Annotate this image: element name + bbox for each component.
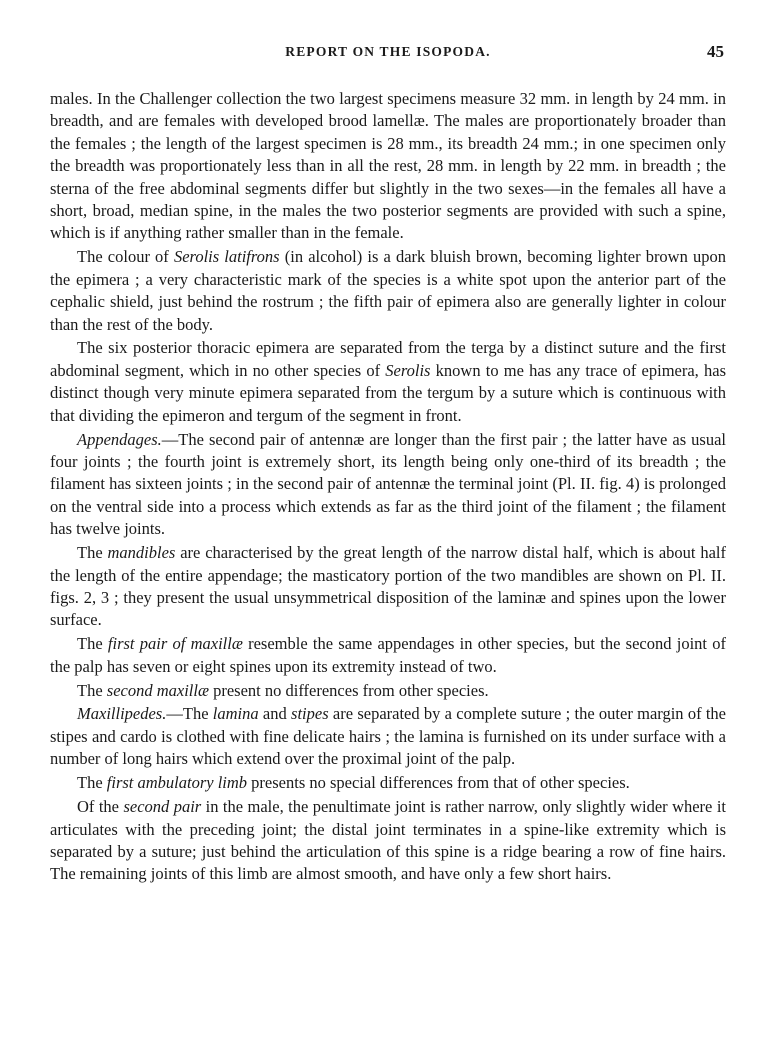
paragraph-maxillipedes: [50, 703, 726, 770]
species-name: Serolis latifrons: [173, 247, 280, 267]
running-title: REPORT ON THE ISOPODA.: [285, 44, 491, 59]
text-segment: are separated by a complete suture ; the outer margin of the stipes and cardo is clothed with fine delicate hairs ; the lamina is furnished on its under surface with a number of long hairs which extend over the proximal joint of the palp.: [50, 704, 727, 769]
term-second-pair: second pair: [123, 797, 202, 817]
paragraph-colour: [50, 246, 726, 336]
text-segment: and: [258, 704, 292, 724]
paragraph-first-maxillae: [50, 633, 726, 678]
text-segment: known to me has any trace of epimera, has distinct though very minute epimera separated from the tergum by a suture which is continuous with that dividing the epimeron and tergum of the segment in front.: [50, 360, 726, 425]
paragraph-appendages: [50, 429, 726, 541]
section-heading: Appendages.: [77, 429, 162, 449]
text-segment: are characterised by the great length of the narrow distal half, which is about half the length of the entire appendage; the masticatory portion of the two mandibles are shown on Pl. II. figs. 2, 3 ; they present the usual unsymmetrical disposition of the laminæ and spines upon the lower surface.: [50, 543, 726, 630]
paragraph-second-pair: [50, 796, 726, 886]
text-segment: —The: [166, 704, 213, 724]
text-segment: males. In the Challenger collection the two largest specimens measure 32 mm. in length by 24 mm. in breadth, and are females with developed brood lamellæ. The males are proportionately broader than the females ; the length of the largest specimen is 28 mm., its breadth 24 mm.; in one specimen only the breadth was proportionately less than in all the rest, 28 mm. in length by 22 mm. in breadth ; the sterna of the free abdominal segments differ but slightly in the two sexes—in the females all have a short, broad, median spine, in the males the two posterior segments are provided with such a spine, which is if anything rather smaller than in the female.: [50, 89, 726, 243]
text-segment: presents no special differences from that of other species.: [247, 773, 630, 793]
text-segment: in the male, the penultimate joint is rather narrow, only slightly wider where it articulates with the preceding joint; the distal joint terminates in a spine-like extremity which is separated by a suture; just behind the articulation of this spine is a ridge bearing a row of fine hairs. The remaining joints of this limb are almost smooth, and have only a few short hairs.: [50, 797, 726, 884]
running-head: [0, 44, 776, 64]
page-number: 45: [707, 42, 724, 61]
term-lamina: lamina: [212, 704, 259, 724]
paragraph-epimera: [50, 337, 726, 427]
term-mandibles: mandibles: [107, 543, 176, 563]
text-segment: The: [77, 773, 107, 793]
text-segment: resemble the same appendages in other species, but the second joint of the palp has seven or eight spines upon its extremity instead of two.: [50, 634, 726, 676]
genus-name: Serolis: [385, 360, 431, 380]
term-second-maxillae: second maxillæ: [106, 680, 209, 700]
text-segment: The: [77, 680, 107, 700]
term-first-ambulatory-limb: first ambulatory limb: [106, 773, 248, 793]
text-segment: —The second pair of antennæ are longer than the first pair ; the latter have as usual four joints ; the fourth joint is extremely short, its length being only one-third of its breadth ; the filament has sixteen joints ; in the second pair of antennæ the terminal joint (Pl. II. fig. 4) is prolonged on the ventral side into a process which extends as far as the third joint of the filament ; the filament has twelve joints.: [50, 429, 726, 539]
paragraph-first-ambulatory-limb: [50, 772, 726, 794]
term-first-maxillae: first pair of maxillæ: [107, 634, 243, 654]
text-segment: present no differences from other species.: [208, 680, 489, 700]
term-stipes: stipes: [291, 704, 329, 724]
paragraph-second-maxillae: [50, 680, 726, 702]
paragraph-mandibles: [50, 542, 726, 632]
text-segment: The: [77, 634, 108, 654]
text-segment: The six posterior thoracic epimera are separated from the terga by a distinct suture and the first abdominal segment, which in no other species of: [50, 338, 726, 380]
body-text: [50, 88, 726, 886]
paragraph-specimen-measurements: [50, 88, 726, 245]
section-heading: Maxillipedes.: [77, 704, 167, 724]
text-segment: The: [77, 543, 108, 563]
text-segment: The colour of: [77, 247, 174, 267]
text-segment: (in alcohol) is a dark bluish brown, becoming lighter brown upon the epimera ; a very characteristic mark of the species is a white spot upon the anterior part of the cephalic shield, just behind the rostrum ; the fifth pair of epimera also are generally lighter in colour than the rest of the body.: [50, 247, 726, 334]
text-segment: Of the: [77, 797, 124, 817]
